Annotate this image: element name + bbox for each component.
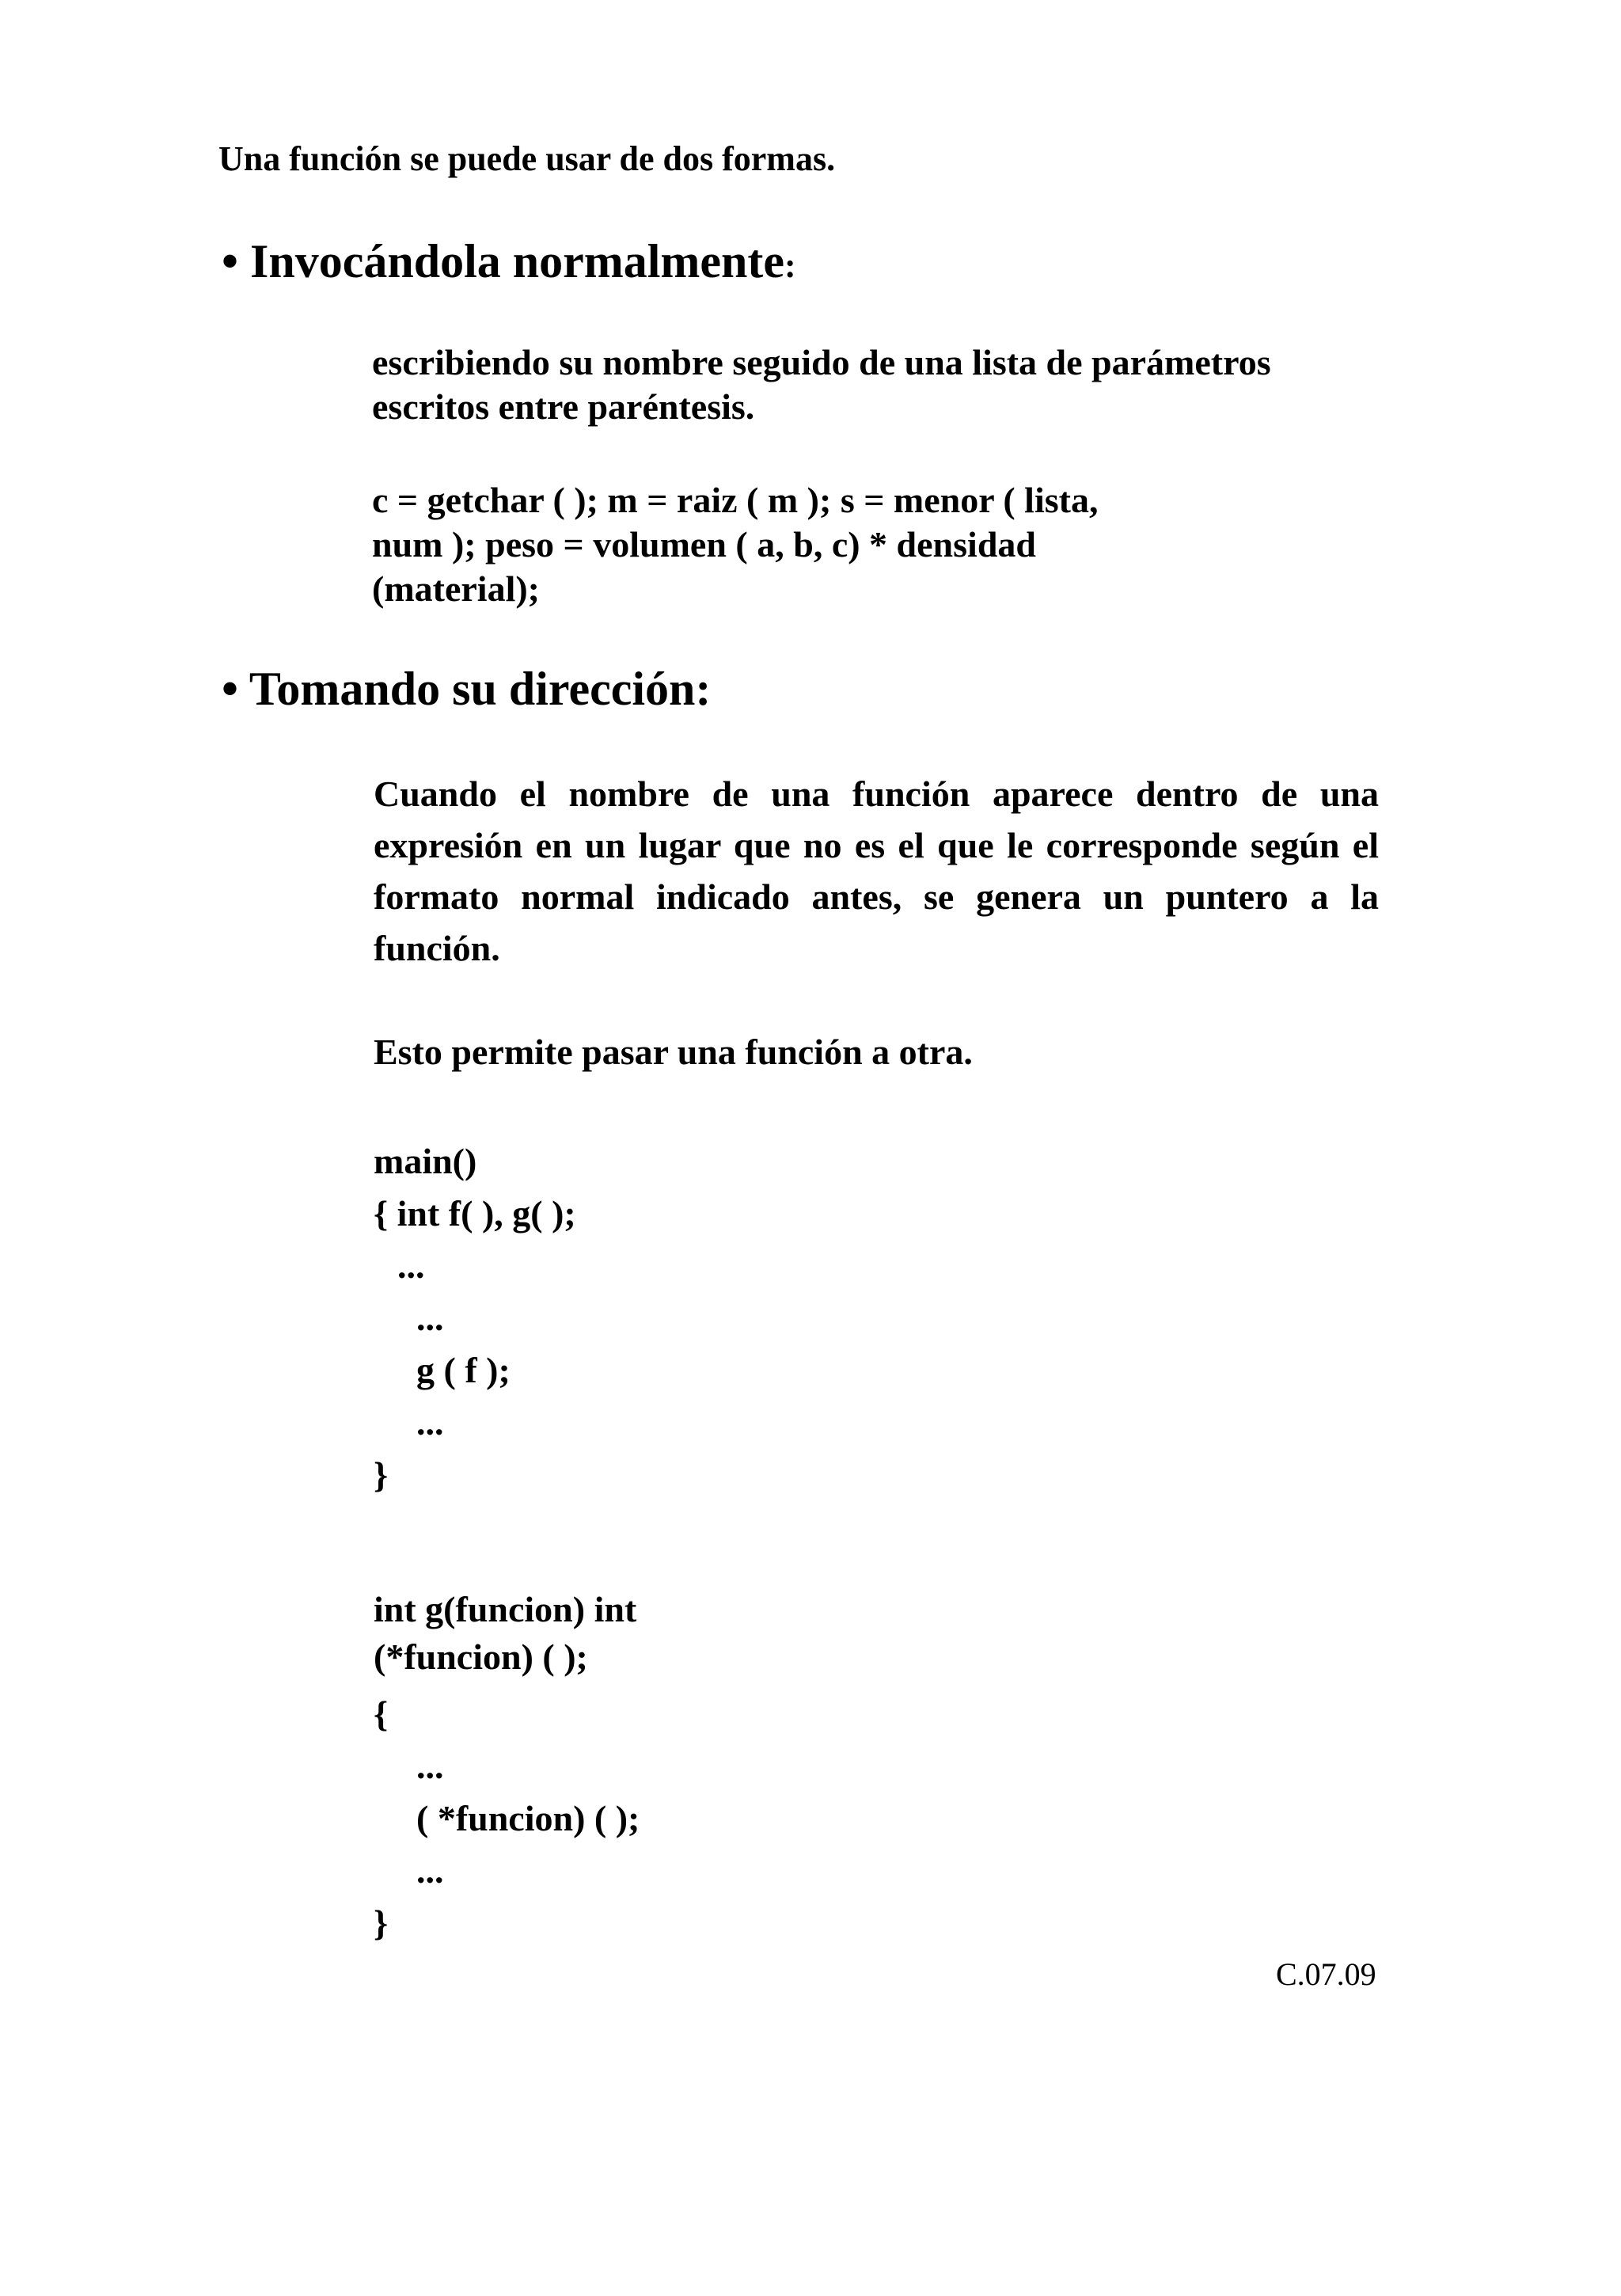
page-number: C.07.09 [1276,1956,1376,1992]
example-line: num ); peso = volumen ( a, b, c) * densidad [372,524,1036,564]
code-line: } [374,1454,389,1495]
intro-text: Una función se puede usar de dos formas. [218,139,836,178]
code-line: ... [416,1746,444,1786]
code-line: } [374,1903,389,1943]
invocation-description-line: escribiendo su nombre seguido de una lista de parámetros [372,342,1271,382]
code-line: { [374,1693,389,1734]
section-heading-colon: : [784,246,796,285]
code-line: { int f( ), g( ); [374,1193,576,1234]
address-paragraph: Cuando el nombre de una función aparece dentro de una expresión en un lugar que no es el que le corresponde según el formato normal indicado antes, se genera un puntero a la función. [374,774,1379,968]
code-line: ( *funcion) ( ); [416,1798,640,1838]
invocation-description-line: escritos entre paréntesis. [372,386,755,427]
section-heading-invocation-text: • Invocándola normalmente [222,235,785,287]
code-line: ... [416,1850,444,1891]
address-note: Esto permite pasar una función a otra. [374,1032,973,1072]
example-line: (material); [372,568,540,609]
section-heading-invocation [222,234,796,289]
example-line: c = getchar ( ); m = raiz ( m ); s = menor ( lista, [372,480,1099,520]
code-line: ... [397,1245,425,1286]
code-line: int g(funcion) int [374,1589,637,1629]
code-line: main() [374,1141,477,1181]
invocation-description [372,340,1271,429]
code-block-g [374,1583,640,1949]
code-block-main [374,1135,576,1501]
invocation-examples [372,478,1098,611]
code-line: ... [416,1298,444,1338]
code-line: (*funcion) ( ); [374,1636,588,1677]
code-line: g ( f ); [416,1350,511,1390]
section-heading-address: • Tomando su dirección: [222,663,712,715]
code-line: ... [416,1402,444,1443]
